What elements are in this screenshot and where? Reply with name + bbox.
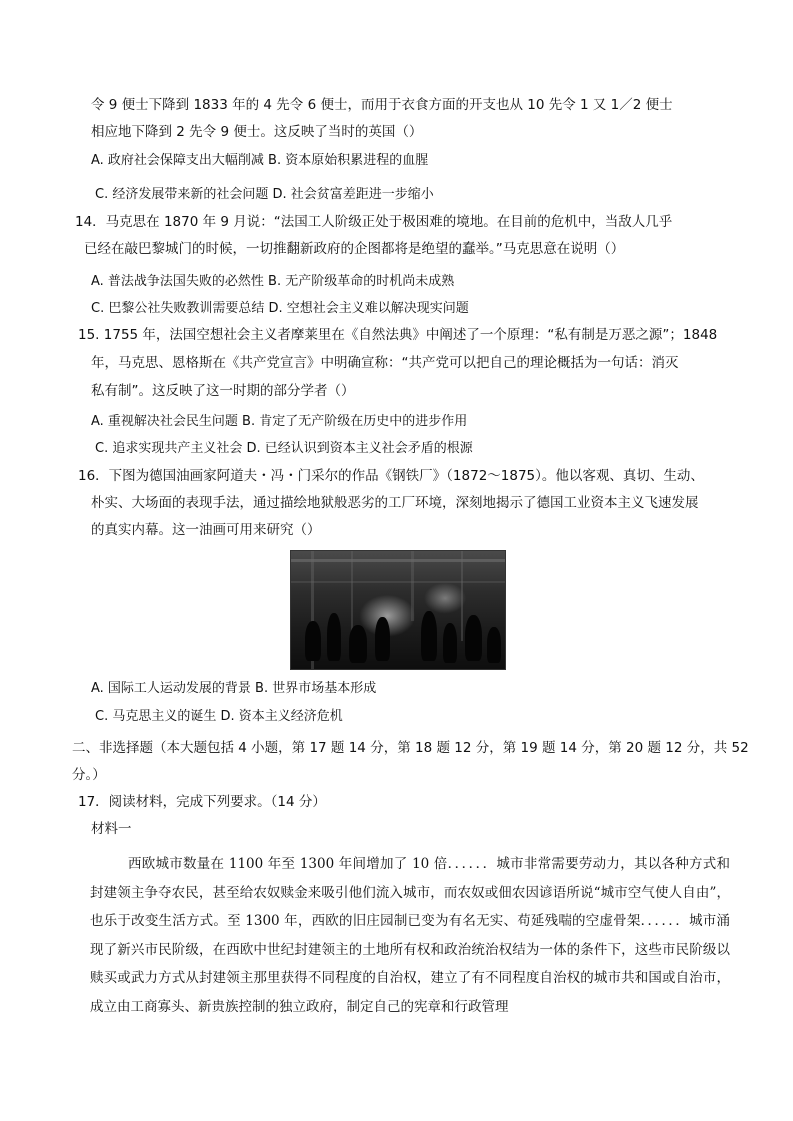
q13-text-line-1: 令 9 便士下降到 1833 年的 4 先令 6 便士，而用于衣食方面的开支也从 10 先令 1 又 1／2 便士 — [91, 97, 673, 113]
q15-text-line-2: 年，马克思、恩格斯在《共产党宣言》中明确宣称：“共产党可以把自己的理论概括为一句话：消灭 — [91, 355, 679, 371]
q15-text-line-3: 私有制”。这反映了这一时期的部分学者（） — [91, 383, 355, 399]
iron-rolling-mill-painting — [290, 550, 506, 670]
q16-options-ab: A. 国际工人运动发展的背景 B. 世界市场基本形成 — [91, 681, 377, 696]
q17-material-label: 材料一 — [91, 821, 132, 837]
q16-text-line-2: 朴实、大场面的表现手法，通过描绘地狱般恶劣的工厂环境，深刻地揭示了德国工业资本主义飞速发展 — [91, 495, 699, 511]
q14-text-line-1: 14．马克思在 1870 年 9 月说：“法国工人阶级正处于极困难的境地。在目前的危机中，当敌人几乎 — [75, 214, 673, 230]
q15-options-ab: A. 重视解决社会民生问题 B. 肯定了无产阶级在历史中的进步作用 — [91, 414, 468, 429]
q17-title: 17．阅读材料，完成下列要求。（14 分） — [78, 794, 326, 810]
q16-text-line-3: 的真实内幕。这一油画可用来研究（） — [91, 522, 321, 538]
q13-text-line-2: 相应地下降到 2 先令 9 便士。这反映了当时的英国（） — [91, 124, 423, 140]
q14-text-line-2: 已经在敲巴黎城门的时候，一切推翻新政府的企图都将是绝望的蠢举。”马克思意在说明（） — [84, 241, 625, 257]
q15-options-cd: C. 追求实现共产主义社会 D. 已经认识到资本主义社会矛盾的根源 — [95, 441, 473, 456]
q13-options-ab: A. 政府社会保障支出大幅削减 B. 资本原始积累进程的血腥 — [91, 153, 429, 168]
section-2-heading-line-2: 分。） — [72, 767, 106, 783]
q13-options-cd: C. 经济发展带来新的社会问题 D. 社会贫富差距进一步缩小 — [95, 187, 434, 202]
section-2-heading-line-1: 二、非选择题（本大题包括 4 小题，第 17 题 14 分，第 18 题 12 分，第 19 题 14 分，第 20 题 12 分，共 52 — [72, 740, 749, 756]
q17-material-paragraph: 西欧城市数量在 1100 年至 1300 年间增加了 10 倍．．．．．．城市非常需要劳动力，其以各种方式和封建领主争夺农民，甚至给农奴赎金来吸引他们流入城市，而农奴或佃农因谚语所说“城市空气使人自由”，也乐于改变生活方式。至 1300 年，西欧的旧庄园制已变为有名无实、苟延残喘的空虚骨架．．．．．．城市涌现了新兴市民阶级，在西欧中世纪封建领主的土地所有权和政治统治权结为一体的条件下，这些市民阶级以赎买或武力方式从封建领主那里获得不同程度的自治权，建立了有不同程度自治权的城市共和国或自治市，成立由工商寡头、新贵族控制的独立政府，制定自己的宪章和行政管理 — [90, 856, 730, 1015]
q16-text-line-1: 16．下图为德国油画家阿道夫・冯・门采尔的作品《钢铁厂》（1872～1875）。他以客观、真切、生动、 — [78, 468, 704, 484]
q14-options-ab: A. 普法战争法国失败的必然性 B. 无产阶级革命的时机尚未成熟 — [91, 274, 455, 289]
q15-text-line-1: 15. 1755 年，法国空想社会主义者摩莱里在《自然法典》中阐述了一个原理：“私有制是万恶之源”；1848 — [78, 327, 718, 343]
q16-options-cd: C. 马克思主义的诞生 D. 资本主义经济危机 — [95, 709, 343, 724]
q14-options-cd: C. 巴黎公社失败教训需要总结 D. 空想社会主义难以解决现实问题 — [91, 301, 469, 316]
